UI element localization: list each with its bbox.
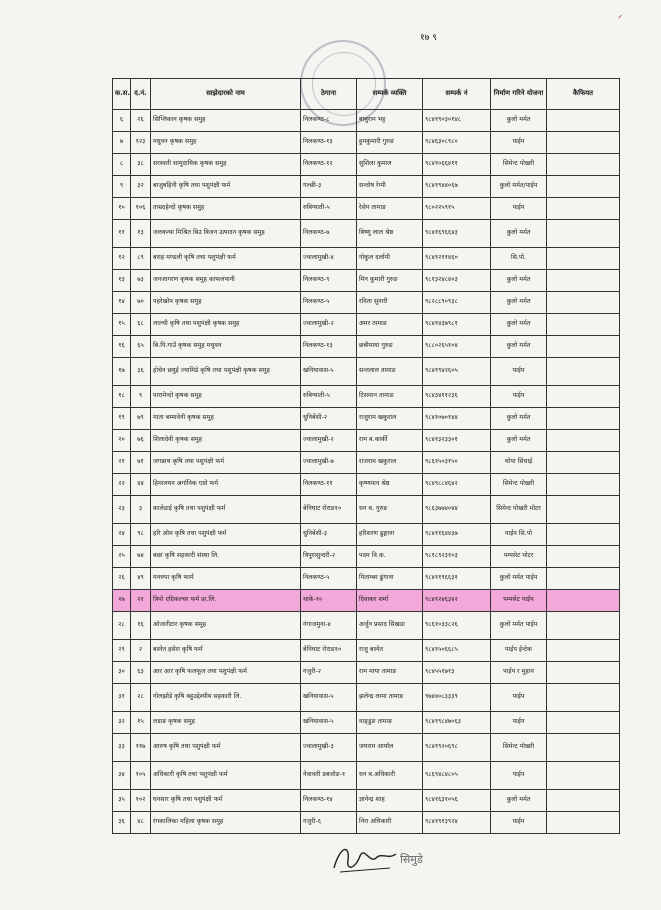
cell-remarks [547,546,620,568]
cell-remarks [547,640,620,662]
cell-contact-person: राम माया तामाङ [357,662,423,684]
cell-contact-no: ९८१८९२३१०३ [423,546,491,568]
cell-partner-name: बराह मण्डली कृषि तथा पशुपंक्षी फर्म [151,248,301,270]
cell-contact-no: ९८४११६४४३७ [423,524,491,546]
cell-contact-person: मिन कुमारी गुरुङ [357,270,423,292]
cell-reg: १०६ [131,198,151,220]
cell-plan: पाईप ईन्टेक [491,640,547,662]
cell-remarks [547,336,620,358]
cell-contact-person: वाङ्डुङ तामाङ [357,712,423,734]
cell-partner-name: जनजागरण कृषक समुह काफलपानी [151,270,301,292]
cell-contact-no: ९८४१६९६६४३ [423,220,491,248]
cell-sn: १३ [113,270,131,292]
header-contact-no: सम्पर्क नं [423,79,491,110]
cell-partner-name: आर आर कृषि फलफूल तथा पशुपंक्षी फर्म [151,662,301,684]
cell-partner-name: अधिकारी कृषि तथा पशुपंक्षी फर्म [151,762,301,790]
cell-contact-person: राम ब.कार्की [357,430,423,452]
cell-reg: ७१ [131,452,151,474]
cell-partner-name: पहरेखोप कृषक समुह [151,292,301,314]
cell-partner-name: ओजारीटार कृषक समुह [151,612,301,640]
table-row [113,292,620,314]
cell-contact-person: पदम वि.क. [357,546,423,568]
cell-address: निलकण्ठ-१३ [301,132,357,154]
table-row [113,248,620,270]
cell-remarks [547,248,620,270]
cell-address: गजुरी-२ [301,662,357,684]
cell-partner-name: रंगकालिका महिला कृषक समुह [151,812,301,834]
cell-plan: कुलो मर्मत [491,314,547,336]
table-body [113,110,620,834]
cell-contact-person: धन ब. गुरुङ [357,496,423,524]
cell-plan: पम्पसेट मोटर [491,546,547,568]
cell-remarks [547,220,620,248]
cell-contact-no: ९८८०२६५१०४ [423,336,491,358]
cell-contact-no: ९८४१९०३०१४८ [423,110,491,132]
cell-contact-person: हरिशरण ढुङ्गाना [357,524,423,546]
cell-address: थाके-१० [301,590,357,612]
cell-contact-no: ९८४१९८४७०६३ [423,712,491,734]
cell-contact-person: बाबुराम भट्ट [357,110,423,132]
cell-contact-person: छबीमाया गुरुङ [357,336,423,358]
cell-plan: कुलो मर्मत [491,110,547,132]
cell-address: गजुरी-६ [301,812,357,834]
cell-remarks [547,452,620,474]
header-sn: क.स. [113,79,131,110]
cell-plan: पाईप [491,386,547,408]
table-row [113,474,620,496]
cell-partner-name: बछा कृषि सहकारी संस्था लि. [151,546,301,568]
cell-contact-person: राजुराम खकुराल [357,408,423,430]
cell-sn: २० [113,430,131,452]
cell-remarks [547,110,620,132]
cell-plan: कुलो मर्मत [491,430,547,452]
cell-address: ज्वालामुखी-३ [301,734,357,762]
cell-contact-no: ९८४१०७०१४४ [423,408,491,430]
cell-plan: पाईप [491,712,547,734]
cell-remarks [547,270,620,292]
cell-reg: ९८ [131,524,151,546]
cell-remarks [547,314,620,336]
cell-address: खनियावास-५ [301,712,357,734]
table-row [113,590,620,612]
cell-contact-person: कृष्णमान श्रेष्ठ [357,474,423,496]
cell-sn: १८ [113,386,131,408]
cell-sn: १४ [113,292,131,314]
cell-contact-no: ९७४४०८३३३९ [423,684,491,712]
cell-partner-name: हरि ओम कृषि तथा पशुपंक्षी फर्म [151,524,301,546]
table-row [113,684,620,712]
cell-address: ज्वालामुखी-२ [301,314,357,336]
cell-plan: कुलो मर्मत [491,790,547,812]
cell-partner-name: आरुष कृषि तथा पशुपंक्षी फर्म [151,734,301,762]
cell-contact-person: बिष्णु लाल श्रेष्ठ [357,220,423,248]
cell-partner-name: लाल्थी कृषि तथा पशुपंक्षी कृषक समुह [151,314,301,336]
cell-reg: १०२ [131,790,151,812]
cell-contact-no: ९८४१५०६६८५ [423,640,491,662]
cell-contact-no: ९८६३७७४०४४ [423,496,491,524]
cell-contact-no: ९८४१९१३९२४ [423,812,491,834]
cell-contact-no: ९८१३२४८४०३ [423,270,491,292]
page-number: १७ ९ [420,33,437,43]
cell-partner-name: शिलादेवी कृषक समुह [151,430,301,452]
cell-plan: पाईप [491,198,547,220]
cell-reg: ८९ [131,248,151,270]
cell-partner-name: बाजुबहिनी कृषि तथा पशुपंक्षी फर्म [151,176,301,198]
cell-plan: पाईप [491,684,547,712]
cell-contact-no: ९८२८८९०९३८ [423,292,491,314]
cell-reg: ६५ [131,336,151,358]
cell-address: धुनिबेंशी-२ [301,408,357,430]
cell-contact-no: ९८६१५०३१५० [423,452,491,474]
cell-contact-person: गोकुल दर्लामी [357,248,423,270]
cell-partner-name: घनसार कृषि तथा पशुपंक्षी फर्म [151,790,301,812]
cell-sn: २७ [113,590,131,612]
cell-sn: ३० [113,662,131,684]
table-row [113,154,620,176]
cell-plan: पाईप [491,132,547,154]
cell-partner-name: मधुवन कृषक समुह [151,132,301,154]
cell-remarks [547,590,620,612]
cell-contact-person: रविता सुनारी [357,292,423,314]
cell-contact-no: ९८४११९६६३१ [423,568,491,590]
cell-partner-name: जगन्नाथ कृषि तथा पशुपंक्षी फर्म [151,452,301,474]
cell-reg: ७० [131,292,151,314]
cell-partner-name: बि.पि.गाउँ कृषक समुह मधुवन [151,336,301,358]
cell-plan: कुलो मर्मत पाईप [491,612,547,640]
header-reg: द.नं. [131,79,151,110]
cell-address: निलकण्ठ-९ [301,270,357,292]
cell-partner-name: माता बम्मावेनी कृषक समुह [151,408,301,430]
cell-sn: २२ [113,474,131,496]
cell-contact-person: अर्जुन प्रसाद सिखडा [357,612,423,640]
cell-plan: कुलो मर्मत पाईप [491,568,547,590]
cell-plan: सिमेन्ट पोखरी मोटर [491,496,547,524]
cell-contact-person: रेसेप तामाङ [357,198,423,220]
cell-address: निलकण्ठ-१३ [301,336,357,358]
cell-contact-no: ९८४१२४६३४२ [423,590,491,612]
cell-remarks [547,812,620,834]
cell-sn: ९ [113,176,131,198]
cell-address: त्रिपुरासुन्दरी-२ [301,546,357,568]
cell-partner-name: गोलझोडे कृषि बहुउद्देश्यीय सहकारी लि. [151,684,301,712]
cell-remarks [547,198,620,220]
cell-contact-person: दिवाकर शर्मा [357,590,423,612]
header-plan: निर्माण गरिने योजना [491,79,547,110]
cell-sn: ८ [113,154,131,176]
cell-contact-person: पिताम्बर ढुंगाना [357,568,423,590]
cell-plan: कुलो मर्मत [491,220,547,248]
cell-sn: ३१ [113,684,131,712]
cell-contact-no: ९८४३४११२३६ [423,386,491,408]
cell-reg: ४९ [131,568,151,590]
cell-sn: ३५ [113,790,131,812]
cell-address: निलकण्ठ-७ [301,220,357,248]
cell-contact-no: ९८४१६३१०५६ [423,790,491,812]
header-contact-person: सम्पर्क व्यक्ति [357,79,423,110]
cell-reg: ३ [131,496,151,524]
partner-table [112,78,620,834]
cell-remarks [547,386,620,408]
cell-address: गंगाजमुना-४ [301,612,357,640]
cell-contact-no: ९८४९८८४६४२ [423,474,491,496]
cell-contact-no: ९८४१४३७९८१ [423,314,491,336]
cell-address: रुबिग्याती-५ [301,386,357,408]
cell-sn: २९ [113,640,131,662]
cell-contact-person: धन ब.अधिकारी [357,762,423,790]
cell-sn: २८ [113,612,131,640]
cell-remarks [547,408,620,430]
header-address: ठेगाना [301,79,357,110]
table-row [113,430,620,452]
cell-reg: १५ [131,712,151,734]
cell-remarks [547,568,620,590]
table-row [113,662,620,684]
cell-remarks [547,790,620,812]
cell-plan: सिमेन्ट पोखरी [491,154,547,176]
table-row [113,790,620,812]
cell-plan: पाईप [491,762,547,790]
cell-reg: ७३ [131,270,151,292]
cell-partner-name: सरस्वती सामुदायिक कृषक समुह [151,154,301,176]
cell-sn: १५ [113,314,131,336]
table-header-row [113,79,620,110]
cell-contact-person: ज्ञानेन्द्र शाह [357,790,423,812]
cell-remarks [547,132,620,154]
cell-remarks [547,176,620,198]
cell-sn: १० [113,198,131,220]
cell-contact-person: टिसमान तामाङ [357,386,423,408]
cell-plan: कुलो मर्मत [491,408,547,430]
cell-plan: सिमेन्ट पोखरी [491,734,547,762]
cell-plan: पम्पसेट पाईप [491,590,547,612]
cell-remarks [547,496,620,524]
cell-reg: १३ [131,220,151,248]
cell-partner-name: हिमालयन अर्गानिक एग्रो फर्म [151,474,301,496]
table-row [113,496,620,524]
cell-contact-person: हुमकुमारी गुरुङ [357,132,423,154]
cell-contact-no: ९८६१०३३८२६ [423,612,491,640]
cell-reg: ७६ [131,430,151,452]
cell-contact-no: ९८४१९२०६९८ [423,734,491,762]
cell-reg: १६ [131,612,151,640]
cell-address: निलकण्ठ-१२ [301,154,357,176]
cell-partner-name: ताम्रदहेन्दो कृषक समुह [151,198,301,220]
table-row [113,176,620,198]
cell-partner-name: जलकन्या मिश्रित बिउ बिजन उत्पादन कृषक समुह [151,220,301,248]
cell-sn: १९ [113,408,131,430]
cell-address: नेत्रावती डबजोङ-१ [301,762,357,790]
cell-remarks [547,430,620,452]
table-row [113,336,620,358]
cell-plan: कुलो मर्मत [491,270,547,292]
cell-contact-person: सुशिला कुमाल [357,154,423,176]
cell-sn: ३६ [113,812,131,834]
cell-address: ज्वालामुखी-७ [301,452,357,474]
cell-plan: थोपा सिंचाई [491,452,547,474]
cell-partner-name: मनरुपा कृषि फार्म [151,568,301,590]
cell-sn: ३३ [113,734,131,762]
cell-address: ज्वालामुखी-४ [301,248,357,270]
cell-address: निलकण्ठ-१४ [301,790,357,812]
cell-reg: ११७ [131,734,151,762]
table-row [113,386,620,408]
cell-reg: २ [131,640,151,662]
cell-plan: सिमेन्ट पोखरी [491,474,547,496]
cell-remarks [547,684,620,712]
signature-image [330,838,400,878]
cell-reg: २१ [131,590,151,612]
cell-plan: पाईप सि.पो [491,524,547,546]
cell-address: रुबिग्याती-५ [301,198,357,220]
cell-reg: १०५ [131,762,151,790]
cell-remarks [547,154,620,176]
table-row [113,358,620,386]
cell-address: धुनिबेंशी-३ [301,524,357,546]
cell-contact-no: ९८४१९४२६०५ [423,358,491,386]
cell-reg: ९ [131,386,151,408]
table-row [113,132,620,154]
cell-reg: ६३ [131,662,151,684]
header-remarks: कैफियत [547,79,620,110]
table-row [113,640,620,662]
cell-plan: पाईप [491,358,547,386]
cell-reg: १२३ [131,132,151,154]
cell-plan: कुलो मर्मत [491,336,547,358]
cell-sn: ७ [113,132,131,154]
cell-contact-person: जयराम आर्याल [357,734,423,762]
cell-sn: २३ [113,496,131,524]
cell-contact-no: ९८४१९४४०६७ [423,176,491,198]
cell-remarks [547,662,620,684]
corner-mark: ᐟ [618,14,623,25]
cell-address: निलकण्ठ-५ [301,292,357,314]
cell-remarks [547,762,620,790]
cell-address: बेनिघाट रोराङ१० [301,496,357,524]
cell-remarks [547,358,620,386]
cell-reg: ६८ [131,314,151,336]
cell-contact-person: सन्तोष रेग्मी [357,176,423,198]
cell-contact-person: निरा अधिकारी [357,812,423,834]
cell-reg: ७४ [131,546,151,568]
cell-contact-person: झलेन्द्र लामा तामाङ [357,684,423,712]
table-row [113,762,620,790]
cell-address: बेनिघाट रोराङ१० [301,640,357,662]
cell-reg: ३८ [131,154,151,176]
cell-address: खनियावास-५ [301,358,357,386]
table-row [113,452,620,474]
cell-partner-name: त्रिपो एग्रिकल्चर फर्म प्रा.लि. [151,590,301,612]
cell-sn: ३४ [113,762,131,790]
cell-address: निलकण्ठ-५ [301,568,357,590]
cell-sn: ११ [113,220,131,248]
cell-sn: १७ [113,358,131,386]
footer-signature-text: सिमुडे [400,853,423,866]
table-row [113,270,620,292]
cell-reg: ३२ [131,176,151,198]
cell-sn: १६ [113,336,131,358]
cell-contact-no: ९८४१३२३३०१ [423,430,491,452]
cell-reg: २८ [131,684,151,712]
cell-plan: कुलो मर्मत/पाईप [491,176,547,198]
cell-address: गल्छी-३ [301,176,357,198]
cell-contact-no: ९८६९४८४८०५ [423,762,491,790]
cell-partner-name: लडाङ कृषक समुह [151,712,301,734]
cell-partner-name: बस्नेत हसेरा कृषि फर्म [151,640,301,662]
cell-remarks [547,524,620,546]
cell-remarks [547,734,620,762]
cell-reg: ४४ [131,474,151,496]
cell-contact-person: राजराम खकुराल [357,452,423,474]
cell-contact-person: राजु बस्नेत [357,640,423,662]
header-partner-name: साझेदारको नाम [151,79,301,110]
table-row [113,546,620,568]
cell-reg: ७९ [131,408,151,430]
cell-partner-name: सिप्लिकान कृषक समुह [151,110,301,132]
table-row [113,110,620,132]
cell-contact-no: ९८४१२११४६० [423,248,491,270]
cell-contact-no: ९८४५५१७१३ [423,662,491,684]
cell-partner-name: पारामेन्दो कृषक समुह [151,386,301,408]
table-row [113,524,620,546]
cell-contact-no: ९८०२२५९१५ [423,198,491,220]
table-row [113,712,620,734]
cell-address: निलकण्ठ-८ [301,110,357,132]
cell-contact-person: अमर तामाङ [357,314,423,336]
table-row [113,408,620,430]
table-row [113,734,620,762]
cell-sn: ६ [113,110,131,132]
table-row [113,812,620,834]
cell-reg: ३६ [131,358,151,386]
table-row [113,612,620,640]
cell-address: निलकण्ठ-११ [301,474,357,496]
cell-contact-person: सन्तलाल तामाङ [357,358,423,386]
cell-remarks [547,712,620,734]
table-row [113,220,620,248]
table-row [113,198,620,220]
cell-sn: २६ [113,568,131,590]
cell-partner-name: कालेडाई कृषि तथा पशुपंक्षी फर्म [151,496,301,524]
cell-partner-name: होचेन छयुई ज्यामिडे कृषि तथा पशुपंक्षी कृषक समुह [151,358,301,386]
cell-reg: ४८ [131,812,151,834]
cell-sn: २१ [113,452,131,474]
cell-reg: २६ [131,110,151,132]
cell-plan: सि.पो. [491,248,547,270]
cell-sn: २५ [113,546,131,568]
cell-plan: कुलो मर्मत [491,292,547,314]
cell-address: ज्वालामुखी-२ [301,430,357,452]
cell-plan: पाईप र मुहान [491,662,547,684]
cell-address: खनियावास-५ [301,684,357,712]
cell-remarks [547,474,620,496]
cell-sn: २४ [113,524,131,546]
cell-plan: पाईप [491,812,547,834]
table-row [113,314,620,336]
cell-contact-no: ९८४१०६६४११ [423,154,491,176]
cell-sn: १२ [113,248,131,270]
cell-remarks [547,292,620,314]
cell-contact-no: ९८४६३०८९८० [423,132,491,154]
cell-sn: ३२ [113,712,131,734]
table-row [113,568,620,590]
cell-remarks [547,612,620,640]
